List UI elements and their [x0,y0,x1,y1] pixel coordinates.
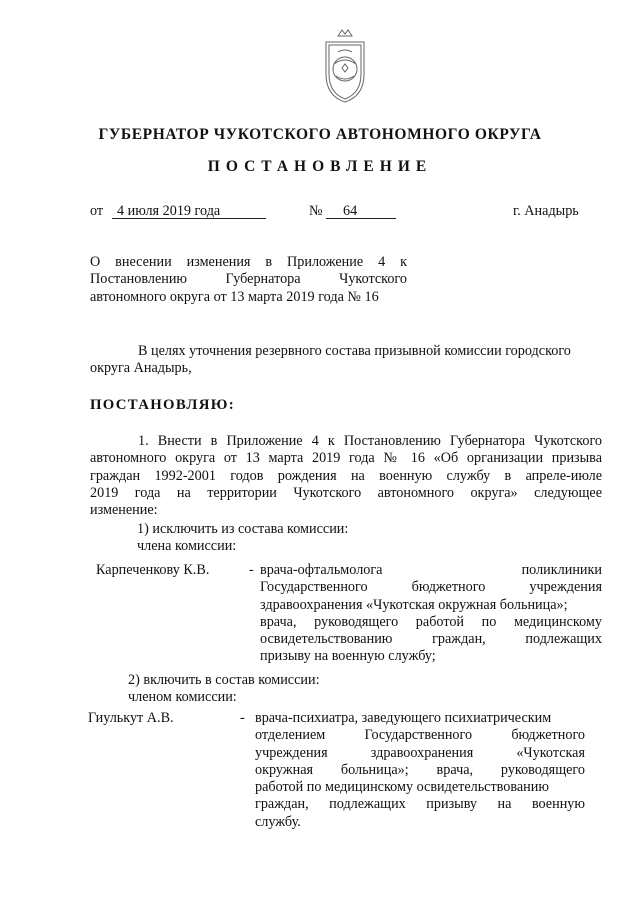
subject-block [90,254,407,306]
person-2-desc-line: службу. [255,813,301,830]
item-1-line: 1. Внести в Приложение 4 к Постановлению Губернатора Чукотского [138,433,602,449]
from-label: от [90,203,104,219]
person-2-desc-line: врача-психиатра, заведующего психиатрическим [255,710,552,726]
person-2-desc-line: граждан, подлежащих призыву на военную [255,796,585,813]
coat-of-arms-emblem [312,22,378,106]
preamble-line: округа Анадырь, [90,360,192,377]
person-2-desc-line: учреждения здравоохранения «Чукотская [255,744,585,761]
item-1-line: граждан 1992-2001 годов рождения на военную службу в апреле-июле [90,467,602,484]
document-number: 64 [343,203,358,219]
item-1-line: 2019 года на территории Чукотского автономного округа» следующее [90,484,602,501]
sub-2-role: членом комиссии: [128,689,237,705]
person-2-desc-line: окружная больница»; врача, руководящего [255,761,585,778]
governor-title: ГУБЕРНАТОР ЧУКОТСКОГО АВТОНОМНОГО ОКРУГА [98,126,542,143]
person-2-desc-line: работой по медицинскому освидетельствованию [255,779,549,796]
number-label: № [309,203,323,219]
item-1 [90,433,602,519]
subject-line: автономного округа от 13 марта 2019 года № 16 [90,288,379,305]
person-1-name: Карпеченкову К.В. [96,562,210,578]
preamble [90,343,602,378]
place: г. Анадырь [513,203,579,219]
sub-1-role: члена комиссии: [137,538,237,554]
date-underline [112,218,266,219]
person-1-desc-line: врача, руководящего работой по медицинскому [260,613,602,630]
number-underline [326,218,396,219]
document-type-title: ПОСТАНОВЛЕНИЕ [207,158,433,175]
person-2-description [255,710,585,831]
subject-line: О внесении изменения в Приложение 4 к [90,254,407,270]
person-2-dash: - [240,710,245,726]
resolve-heading: ПОСТАНОВЛЯЮ: [90,397,235,413]
person-2-desc-line: отделением Государственного бюджетного [255,727,585,744]
person-1-dash: - [249,562,254,578]
person-1-desc-line: Государственного бюджетного учреждения [260,579,602,596]
sub-1-title: 1) исключить из состава комиссии: [137,521,349,537]
sub-2-title: 2) включить в состав комиссии: [128,672,320,688]
person-1-description [260,562,602,666]
person-2-name: Гиулькут А.В. [88,710,174,726]
item-1-line: автономного округа от 13 марта 2019 года № 16 «Об организации призыва [90,450,602,467]
person-1-desc-line: здравоохранения «Чукотская окружная больница»; [260,596,568,613]
person-1-desc-line: призыву на военную службу; [260,648,436,665]
subject-line: Постановлению Губернатора Чукотского [90,271,407,288]
person-1-desc-line: врача-офтальмолога поликлиники [260,562,602,578]
preamble-line: В целях уточнения резервного состава призывной комиссии городского [138,343,571,359]
document-date: 4 июля 2019 года [117,203,221,219]
person-1-desc-line: освидетельствованию граждан, подлежащих [260,631,602,648]
item-1-line: изменение: [90,502,158,519]
